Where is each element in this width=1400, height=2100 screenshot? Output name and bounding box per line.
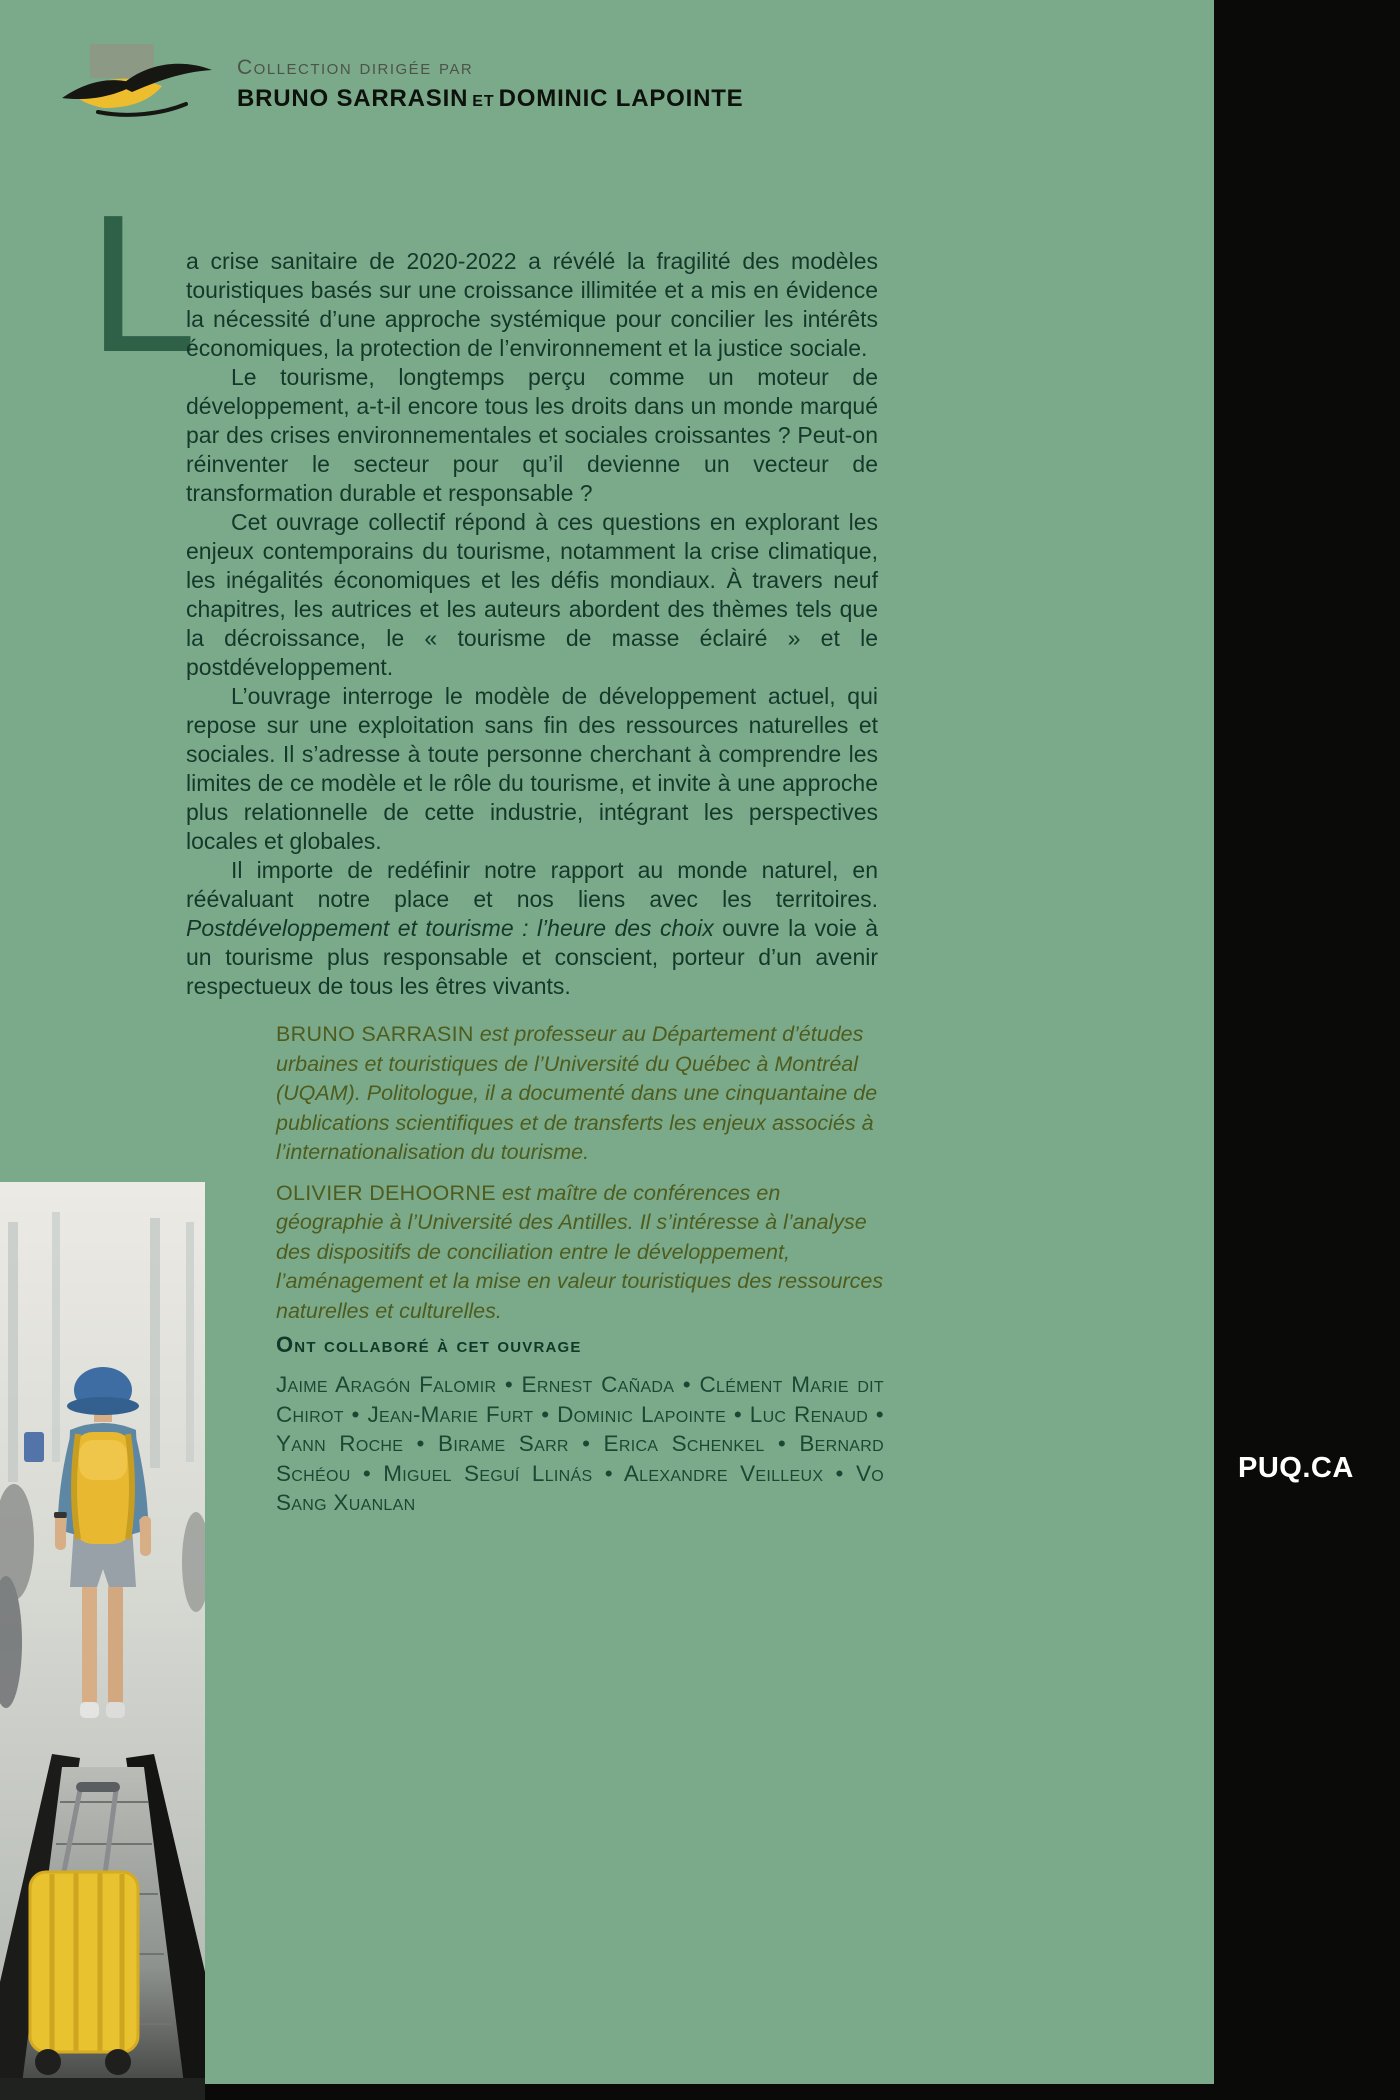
cover-photo bbox=[0, 1182, 205, 2100]
walkway-end bbox=[0, 2078, 205, 2100]
right-black-strip bbox=[1214, 0, 1400, 2100]
paragraph-5-lead: Il importe de redéfinir notre rapport au monde naturel, en réévaluant notre place et nos liens avec les territoires. bbox=[186, 857, 878, 912]
drop-cap: L bbox=[88, 174, 198, 393]
editor-name-1: BRUNO SARRASIN bbox=[237, 85, 469, 112]
editor-name-2: DOMINIC LAPOINTE bbox=[498, 85, 744, 112]
author-name: BRUNO SARRASIN bbox=[276, 1022, 474, 1046]
contributors-heading: Ont collaboré à cet ouvrage bbox=[276, 1332, 582, 1357]
bio-bruno-sarrasin bbox=[276, 1020, 886, 1168]
author-bio-text: est professeur au Département d’études urbaines et touristiques de l’Université du Québec à Montréal (UQAM). Politologue, il a documenté dans une cinquantaine de publications scientifiques et de transferts les enjeux associés à l’internationalisation du tourisme. bbox=[276, 1022, 878, 1164]
synopsis-paragraph-4: L’ouvrage interroge le modèle de développement actuel, qui repose sur une exploitation sans fin des ressources naturelles et sociales. Il s’adresse à toute personne cherchant à comprendre les limites de ce modèle et le rôle du tourisme, et invite à une approche plus relationnelle de cette industrie, intégrant les perspectives locales et globales. bbox=[186, 683, 878, 854]
paragraph-5-tail: ouvre la voie à un tourisme plus responsable et conscient, porteur d’un avenir respectueux de tous les êtres vivants. bbox=[186, 915, 878, 999]
author-bio-text: est maître de conférences en géographie à l’Université des Antilles. Il s’intéresse à l’analyse des dispositifs de conciliation entre le développement, l’aménagement et la mise en valeur touristiques des ressources naturelles et culturelles. bbox=[276, 1180, 884, 1323]
synopsis-paragraph-3: Cet ouvrage collectif répond à ces questions en explorant les enjeux contemporains du tourisme, notamment la crise climatique, les inégalités économiques et les défis mondiaux. À travers neuf chapitres, les autrices et les auteurs abordent des thèmes tels que la décroissance, le « tourisme de masse éclairé » et le postdéveloppement. bbox=[186, 509, 878, 680]
contributors-section bbox=[276, 1332, 884, 1518]
bio-olivier-dehoorne bbox=[276, 1179, 886, 1327]
collection-logo bbox=[58, 42, 218, 128]
synopsis-paragraph-2: Le tourisme, longtemps perçu comme un moteur de développement, a-t-il encore tous les droits dans un monde marqué par des crises environnementales et sociales croissantes ? Peut-on réinventer le secteur pour qu’il devienne un vecteur de transformation durable et responsable ? bbox=[186, 364, 878, 506]
publisher-url: PUQ.CA bbox=[1238, 1452, 1354, 1484]
collection-label: Collection dirigée par bbox=[237, 56, 474, 79]
book-title: Postdéveloppement et tourisme : l’heure des choix bbox=[186, 915, 714, 941]
author-name: OLIVIER DEHOORNE bbox=[276, 1180, 496, 1205]
editors-conjunction: ET bbox=[472, 93, 495, 110]
collection-editors bbox=[237, 85, 743, 113]
author-bios bbox=[276, 1020, 886, 1326]
bottom-black-strip bbox=[0, 2084, 1400, 2100]
collection-header bbox=[237, 56, 743, 113]
synopsis-paragraph-1: a crise sanitaire de 2020-2022 a révélé la fragilité des modèles touristiques basés sur une croissance illimitée et a mis en évidence la nécessité d’une approche systémique pour concilier les intérêts économiques, la protection de l’environnement et la justice sociale. bbox=[186, 248, 878, 361]
synopsis-text bbox=[186, 247, 878, 1001]
synopsis-paragraph-5 bbox=[186, 856, 878, 1001]
contributors-names: Jaime Aragón Falomir • Ernest Cañada • Clément Marie dit Chirot • Jean-Marie Furt • Dominic Lapointe • Luc Renaud • Yann Roche • Birame Sarr • Erica Schenkel • Bernard Schéou • Miguel Seguí Llinás • Alexandre Veilleux • Vo Sang Xuanlan bbox=[276, 1372, 884, 1515]
